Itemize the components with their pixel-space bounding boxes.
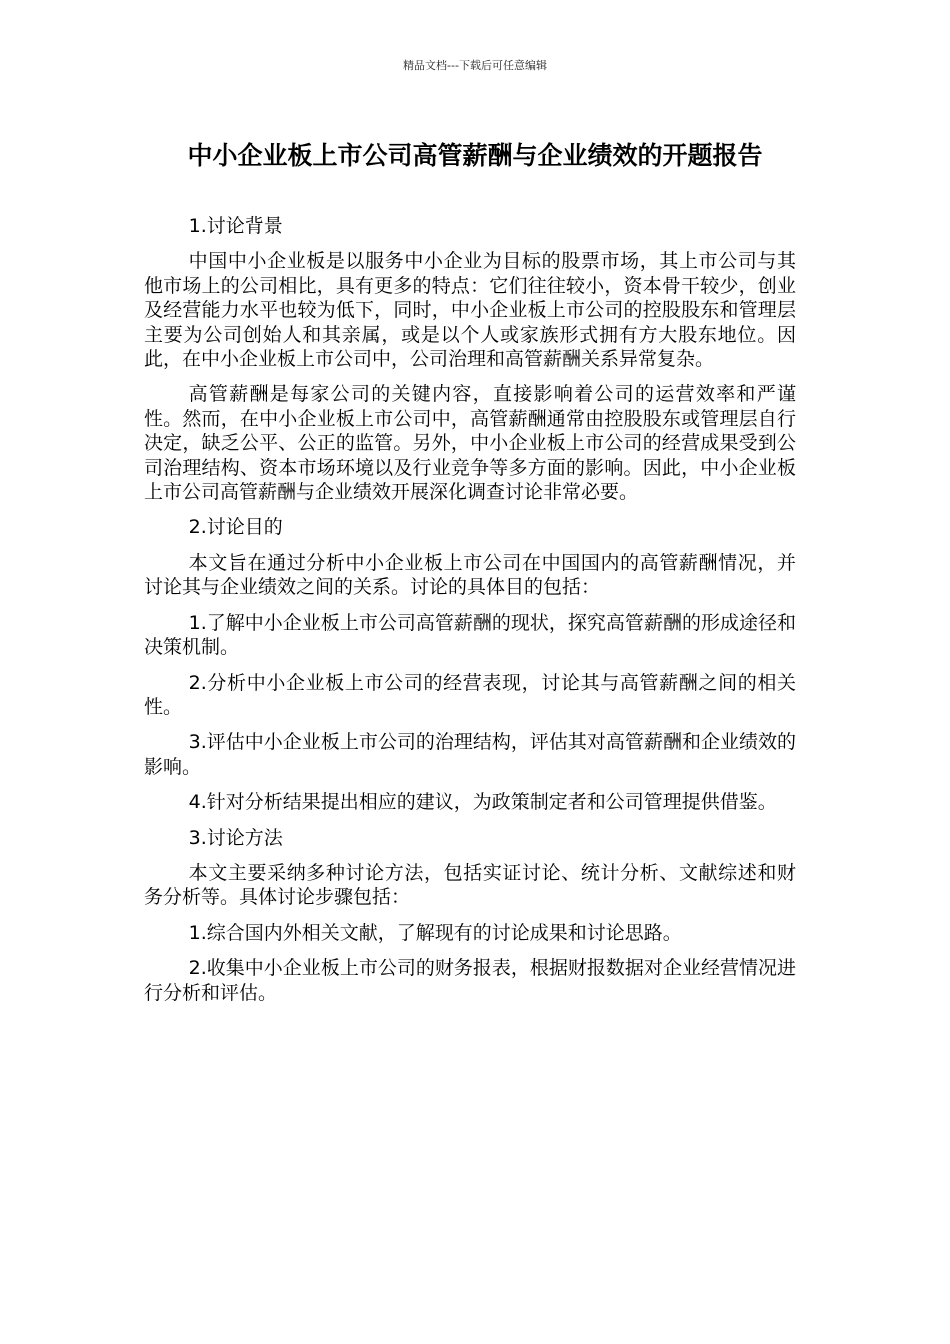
section-heading-background: 1.讨论背景 xyxy=(188,215,283,237)
document-title: 中小企业板上市公司高管薪酬与企业绩效的开题报告 xyxy=(187,141,763,170)
list-item: 2.收集中小企业板上市公司的财务报表，根据财报数据对企业经营情况进行分析和评估。 xyxy=(144,957,796,1004)
paragraph: 本文主要采纳多种讨论方法，包括实证讨论、统计分析、文献综述和财务分析等。具体讨论步骤包括： xyxy=(144,861,796,909)
document-body xyxy=(144,214,796,1016)
section-heading-methods: 3.讨论方法 xyxy=(188,826,283,849)
list-item: 1.了解中小企业板上市公司高管薪酬的现状，探究高管薪酬的形成途径和决策机制。 xyxy=(144,611,796,659)
paragraph: 本文旨在通过分析中小企业板上市公司在中国国内的高管薪酬情况，并讨论其与企业绩效之间的关系。讨论的具体目的包括： xyxy=(144,551,796,599)
paragraph: 中国中小企业板是以服务中小企业为目标的股票市场，其上市公司与其他市场上的公司相比，具有更多的特点：它们往往较小，资本骨干较少，创业及经营能力水平也较为低下，同时，中小企业板上市公司的控股股东和管理层主要为公司创始人和其亲属，或是以个人或家族形式拥有方大股东地位。因此，在中小企业板上市公司中，公司治理和高管薪酬关系异常复杂。 xyxy=(144,250,796,371)
list-item: 2.分析中小企业板上市公司的经营表现，讨论其与高管薪酬之间的相关性。 xyxy=(144,671,796,718)
header-note: 精品文档---下载后可任意编辑 xyxy=(403,59,547,72)
list-item: 1.综合国内外相关文献，了解现有的讨论成果和讨论思路。 xyxy=(188,921,682,944)
section-heading-purpose: 2.讨论目的 xyxy=(188,516,283,539)
list-item: 3.评估中小企业板上市公司的治理结构，评估其对高管薪酬和企业绩效的影响。 xyxy=(144,731,796,778)
list-item: 4.针对分析结果提出相应的建议，为政策制定者和公司管理提供借鉴。 xyxy=(188,791,777,814)
paragraph: 高管薪酬是每家公司的关键内容，直接影响着公司的运营效率和严谨性。然而，在中小企业板上市公司中，高管薪酬通常由控股股东或管理层自行决定，缺乏公平、公正的监管。另外，中小企业板上市公司的经营成果受到公司治理结构、资本市场环境以及行业竞争等多方面的影响。因此，中小企业板上市公司高管薪酬与企业绩效开展深化调查讨论非常必要。 xyxy=(144,383,796,504)
